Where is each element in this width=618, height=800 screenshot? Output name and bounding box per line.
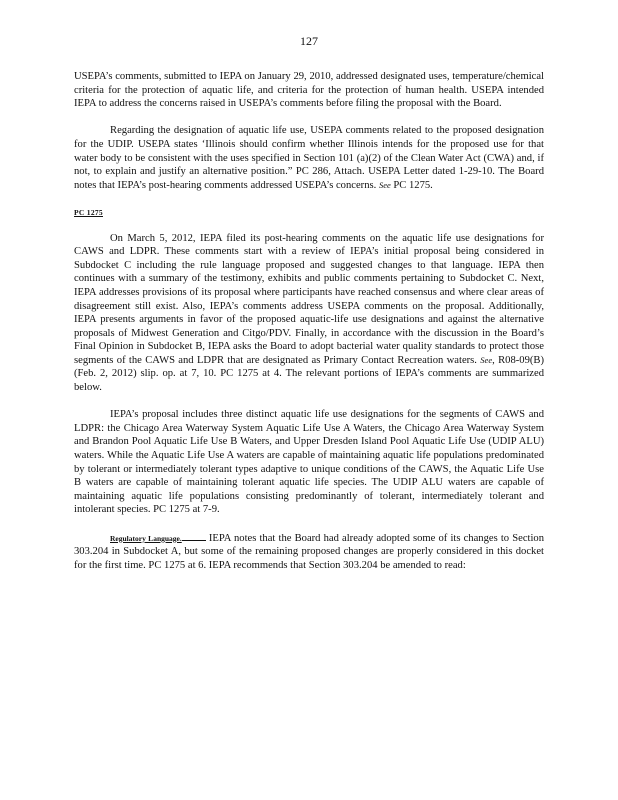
see-signal: See	[378, 179, 391, 190]
paragraph-text: On March 5, 2012, IEPA filed its post-hearing comments on the aquatic life use designations for CAWS and LDPR. These comments start with a review of IEPA’s initial proposal being considered in Subdocket C including the rule language proposed and suggested changes to that language. IEPA then continues with a summary of the testimony, exhibits and public comments pertaining to Subdocket C. Next, IEPA addresses provisions of its proposal where participants have reached consensus and where clear areas of disagreement still exist. Also, IEPA’s comments address USEPA comments on the proposal. Additionally, IEPA presents arguments in favor of the proposed aquatic-life use designations and against the alternative proposals of Midwest Generation and Citgo/PDV. Finally, in accordance with the discussion in the Board’s Final Opinion in Subdocket B, IEPA asks the Board to adopt bacterial water quality standards to protect those segments of the CAWS and LDPR that are designated as Primary Contact Recreation waters.	[74, 232, 544, 366]
paragraph-iepa-post-hearing-comments	[74, 232, 544, 395]
paragraph-usepa-comments: USEPA’s comments, submitted to IEPA on January 29, 2010, addressed designated uses, temperature/chemical criteria for the protection of aquatic life, and criteria for the protection of human health. USEPA intended IEPA to address the concerns raised in USEPA’s comments before filing the proposal with the Board.	[74, 71, 544, 110]
paragraph-use-designations: IEPA’s proposal includes three distinct aquatic life use designations for the segments of CAWS and LDPR: the Chicago Area Waterway System Aquatic Life Use A Waters, the Chicago Area Waterway System and Brandon Pool Aquatic Life Use B Waters, and Upper Dresden Island Pool Aquatic Life Use (UDIP ALU) waters. While the Aquatic Life Use A waters are capable of maintaining aquatic life populations predominated by tolerant or intermediately tolerant types adaptive to unique conditions of the CAWS, the Aquatic Life Use B waters are capable of maintaining tolerant aquatic life species. The UDIP ALU waters are capable of maintaining aquatic life populations consisting predominantly of tolerant, intermediately tolerant and intolerant species. PC 1275 at 7-9.	[74, 409, 544, 516]
heading-underline-rule	[182, 531, 206, 541]
run-in-heading: Regulatory Language.	[110, 533, 182, 543]
body-text	[74, 70, 544, 572]
section-heading-pc-1275: PC 1275	[74, 207, 103, 217]
paragraph-text: PC 1275.	[393, 179, 433, 191]
see-signal: See	[480, 354, 493, 365]
paragraph-text: IEPA notes that the Board had already adopted some of its changes to Section 303.204 in Subdocket A, but some of the remaining proposed changes are properly considered in this docket for the first time. PC 1275 at 6. IEPA recommends that Section 303.204 be amended to read:	[74, 532, 544, 571]
paragraph-text: Regarding the designation of aquatic life use, USEPA comments related to the proposed designation for the UDIP. USEPA states ‘Illinois should confirm whether Illinois intends for the proposed use for that water body to be consistent with the uses specified in Section 101 (a)(2) of the Clean Water Act (CWA) and, if not, to explain and justify an alternative position.” PC 286, Attach. USEPA Letter dated 1-29-10. The Board notes that IEPA’s post-hearing comments addressed USEPA’s concerns.	[74, 125, 544, 191]
page-number: 127	[300, 34, 318, 48]
paragraph-aquatic-life-designation	[74, 124, 544, 192]
paragraph-text: , R08-09(B)(Feb. 2, 2012) slip. op. at 7, 10. PC 1275 at 4. The relevant portions of IEPA’s comments are summarized below.	[74, 354, 544, 394]
paragraph-regulatory-language	[74, 531, 544, 573]
